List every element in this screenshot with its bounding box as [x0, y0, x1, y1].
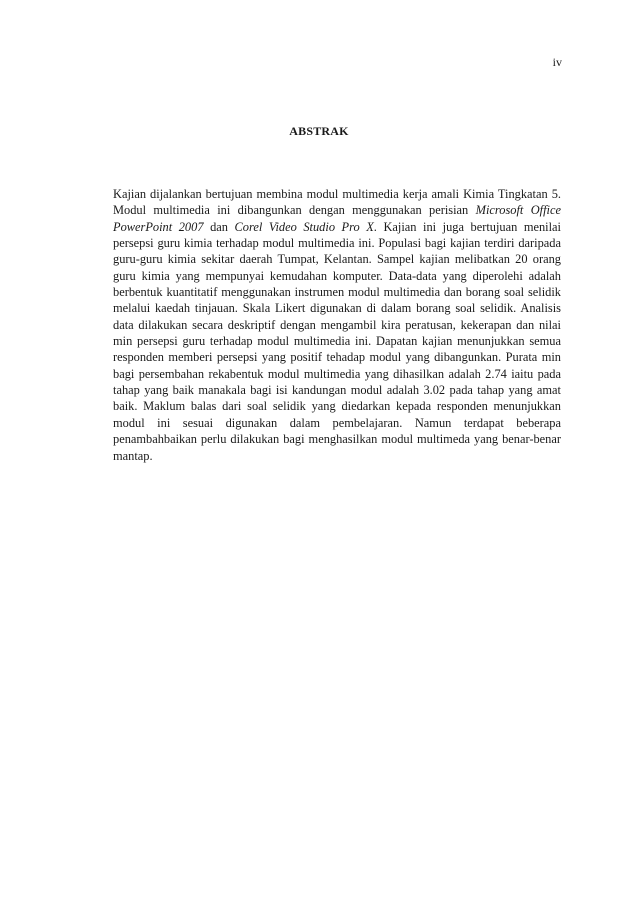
software-name-powerpoint: Microsoft Office PowerPoint 2007 — [113, 203, 561, 234]
abstract-text-conjunction: dan — [203, 219, 235, 234]
abstract-text-intro: Kajian dijalankan bertujuan membina modul multimedia kerja amali Kimia Tingkatan 5. Modul multimedia ini dibangunkan dengan menggunakan perisian — [113, 187, 561, 218]
page-number: iv — [552, 55, 562, 69]
page-title: ABSTRAK — [289, 124, 349, 138]
abstract-text-main: . Kajian ini juga bertujuan menilai persepsi guru kimia terhadap modul multimedia ini. Populasi bagi kajian terdiri daripada guru-guru kimia sekitar daerah Tumpat, Kelantan. Sampel kajian melibatkan 20 orang guru kimia yang mempunyai kemudahan komputer. Data-data yang diperolehi adalah berbentuk kuantitatif menggunakan instrumen modul multimedia dan borang soal selidik melalui kaedah tinjauan. Skala Likert digunakan di dalam borang soal selidik. Analisis data dilakukan secara deskriptif dengan mengambil kira peratusan, kekerapan dan nilai min persepsi guru terhadap modul multimedia ini. Dapatan kajian menunjukkan semua responden memberi persepsi yang positif tehadap modul yang dibangunkan. Purata min bagi persembahan rekabentuk modul multimedia yang dihasilkan adalah 2.74 iaitu pada tahap yang baik manakala bagi isi kandungan modul adalah 3.02 pada tahap yang amat baik. Maklum balas dari soal selidik yang diedarkan kepada responden menunjukkan modul ini sesuai digunakan dalam pembelajaran. Namun terdapat beberapa penambahbaikan perlu dilakukan bagi menghasilkan modul multimeda yang benar-benar mantap. — [113, 219, 562, 463]
abstract-paragraph — [113, 186, 561, 464]
software-name-corel: Corel Video Studio Pro X — [234, 219, 374, 234]
